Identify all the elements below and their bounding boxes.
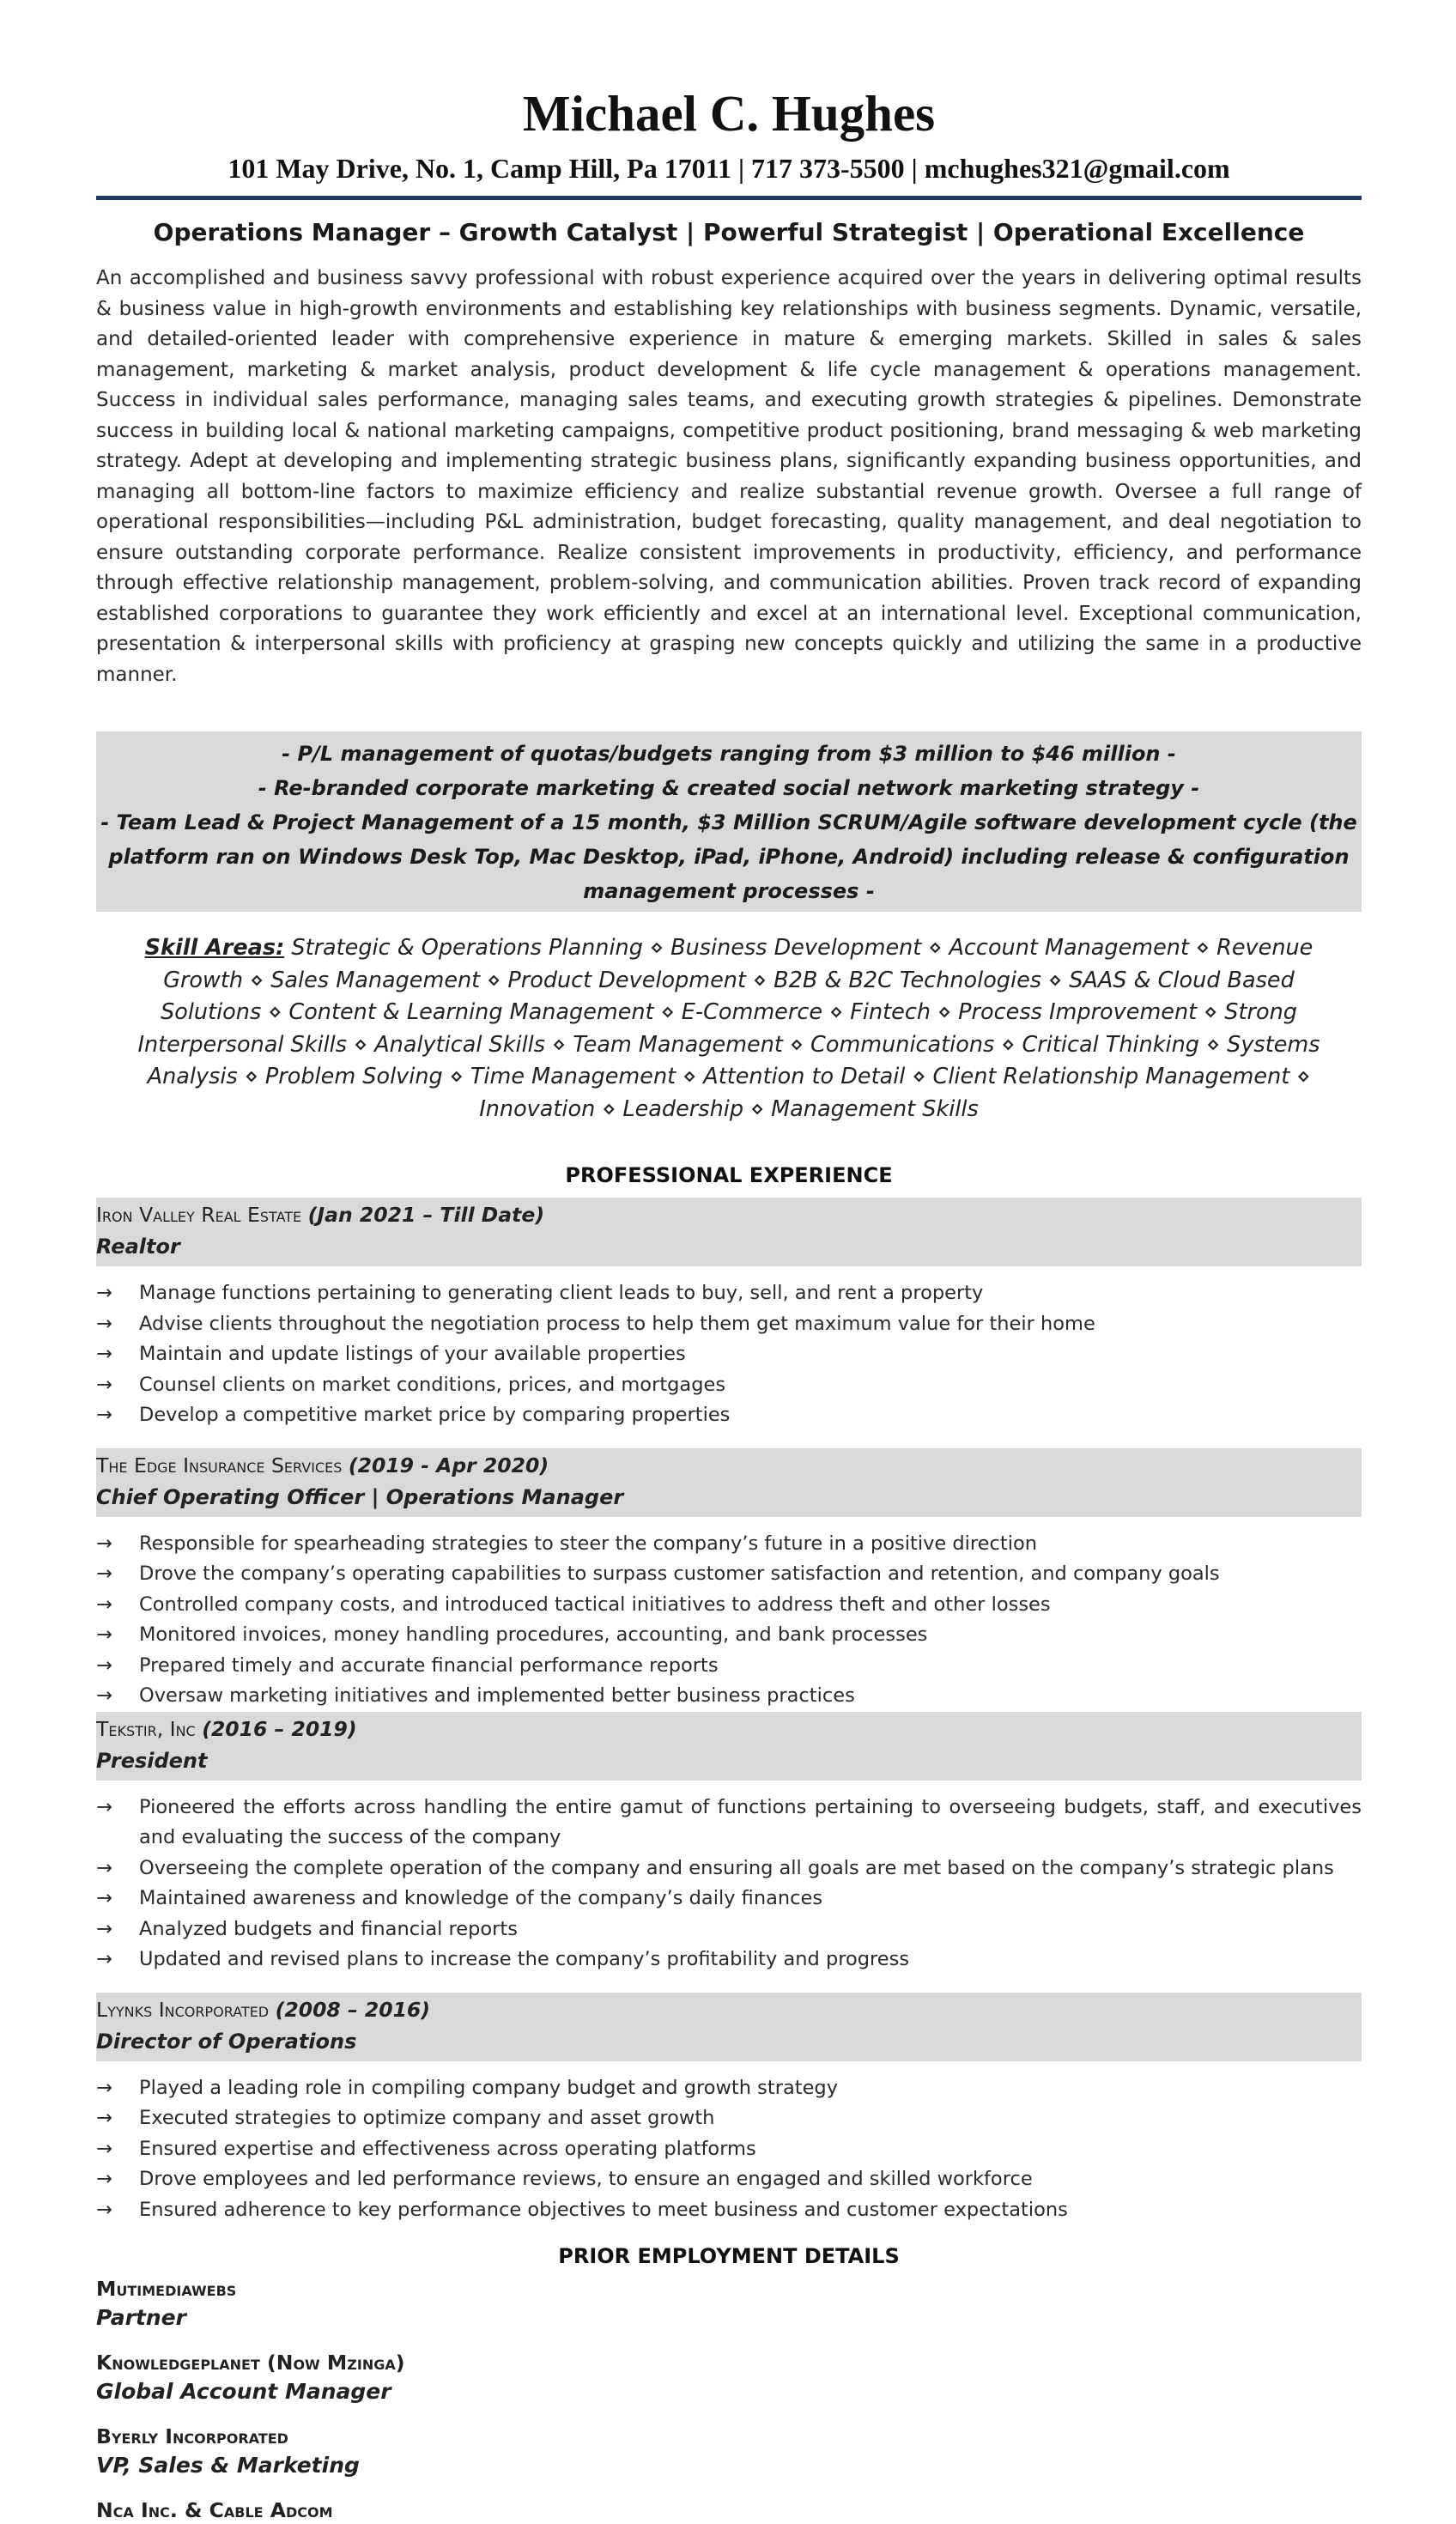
job-bullet: → Manage functions pertaining to generating client leads to buy, sell, and rent a property (96, 1278, 1362, 1309)
prior-employment-item (96, 2275, 1362, 2333)
job-dates: (Jan 2021 – Till Date) (307, 1203, 545, 1227)
arrow-icon: → (96, 2137, 112, 2160)
job-bullet: → Advise clients throughout the negotiation process to help them get maximum value for their home (96, 1309, 1362, 1340)
skill-areas (96, 932, 1362, 1125)
job-header (96, 1448, 1362, 1517)
job-header (96, 1712, 1362, 1781)
job-bullet: → Updated and revised plans to increase the company’s profitability and progress (96, 1945, 1362, 1975)
header-divider (96, 196, 1362, 200)
job-dates: (2019 - Apr 2020) (348, 1453, 549, 1477)
arrow-icon: → (96, 1917, 112, 1940)
job-bullet: → Maintain and update listings of your available properties (96, 1339, 1362, 1370)
prior-employment-item (96, 2349, 1362, 2407)
job-entry (96, 1448, 1362, 1712)
prior-employment-item (96, 2423, 1362, 2481)
arrow-icon: → (96, 1887, 112, 1909)
job-bullet: → Counsel clients on market conditions, prices, and mortgages (96, 1370, 1362, 1401)
job-bullet: → Overseeing the complete operation of the company and ensuring all goals are met based on the company’s strategic plans (96, 1854, 1362, 1884)
experience-section-title: PROFESSIONAL EXPERIENCE (565, 1163, 893, 1187)
prior-role: Partner (96, 2305, 186, 2330)
job-bullet: → Oversaw marketing initiatives and implemented better business practices (96, 1681, 1362, 1712)
arrow-icon: → (96, 1856, 112, 1879)
job-bullets (96, 2073, 1362, 2226)
arrow-icon: → (96, 1653, 112, 1677)
job-entry (96, 1712, 1362, 1975)
arrow-icon: → (96, 2107, 112, 2129)
job-bullet: → Monitored invoices, money handling procedures, accounting, and bank processes (96, 1620, 1362, 1651)
arrow-icon: → (96, 1623, 112, 1646)
job-dates: (2008 – 2016) (275, 1997, 431, 2022)
skill-areas-list: Strategic & Operations Planning ⋄ Business Development ⋄ Account Management ⋄ Revenue Growth ⋄ Sales Management ⋄ Product Development ⋄ B2B & B2C Technologies ⋄ SAAS & Cloud Based Solutions ⋄ Content & Learning Management ⋄ E-Commerce ⋄ Fintech ⋄ Process Improvement ⋄ Strong Interpersonal Skills ⋄ Analytical Skills ⋄ Team Management ⋄ Communications ⋄ Critical Thinking ⋄ Systems Analysis ⋄ Problem Solving ⋄ Time Management ⋄ Attention to Detail ⋄ Client Relationship Management ⋄ Innovation ⋄ Leadership ⋄ Management Skills (137, 935, 1320, 1122)
job-bullet: → Develop a competitive market price by comparing properties (96, 1400, 1362, 1431)
job-bullet: → Controlled company costs, and introduced tactical initiatives to address theft and other losses (96, 1590, 1362, 1621)
arrow-icon: → (96, 1404, 112, 1426)
arrow-icon: → (96, 2168, 112, 2190)
resume-page (96, 82, 1362, 2524)
experience-list (96, 1198, 1362, 2225)
arrow-icon: → (96, 1373, 112, 1396)
job-bullets (96, 1529, 1362, 1712)
job-entry (96, 1198, 1362, 1431)
job-bullet: → Executed strategies to optimize company and asset growth (96, 2103, 1362, 2134)
arrow-icon: → (96, 2076, 112, 2099)
job-entry (96, 1993, 1362, 2226)
highlight-item: - Re-branded corporate marketing & created social network marketing strategy - (258, 776, 1200, 800)
arrow-icon: → (96, 1312, 112, 1335)
job-header (96, 1198, 1362, 1266)
arrow-icon: → (96, 1593, 112, 1616)
job-bullet: → Responsible for spearheading strategies to steer the company’s future in a positive direction (96, 1529, 1362, 1560)
arrow-icon: → (96, 1282, 112, 1304)
job-bullet: → Ensured expertise and effectiveness across operating platforms (96, 2134, 1362, 2165)
job-bullet: → Prepared timely and accurate financial performance reports (96, 1651, 1362, 1682)
prior-role: Global Account Manager (96, 2379, 391, 2404)
arrow-icon: → (96, 1684, 112, 1707)
job-company: Tekstir, Inc (96, 1716, 196, 1741)
profile-summary: An accomplished and business savvy professional with robust experience acquired over the years in delivering optimal results & business value in high-growth environments and establishing key relationships with business segments. Dynamic, versatile, and detailed-oriented leader with comprehensive experience in mature & emerging markets. Skilled in sales & sales management, marketing & market analysis, product development & life cycle management & operations management. Success in individual sales performance, managing sales teams, and executing growth strategies & pipelines. Demonstrate success in building local & national marketing campaigns, competitive product positioning, brand messaging & web marketing strategy. Adept at developing and implementing strategic business plans, significantly expanding business opportunities, and managing all bottom-line factors to maximize efficiency and realize substantial revenue growth. Oversee a full range of operational responsibilities—including P&L administration, budget forecasting, quality management, and deal negotiation to ensure outstanding corporate performance. Realize consistent improvements in productivity, efficiency, and performance through effective relationship management, problem-solving, and communication abilities. Proven track record of expanding established corporations to guarantee they work efficiently and excel at an international level. Exceptional communication, presentation & interpersonal skills with proficiency at grasping new concepts quickly and utilizing the same in a productive manner. (96, 267, 1362, 686)
job-company: Iron Valley Real Estate (96, 1203, 302, 1227)
job-bullets (96, 1278, 1362, 1431)
prior-employment-list (96, 2275, 1362, 2524)
prior-company: Mutimediawebs (96, 2277, 237, 2301)
prior-company: Byerly Incorporated (96, 2424, 288, 2448)
job-bullet: → Pioneered the efforts across handling the entire gamut of functions pertaining to overseeing budgets, staff, and executives and evaluating the success of the company (96, 1793, 1362, 1854)
job-dates: (2016 – 2019) (202, 1716, 357, 1741)
prior-role: VP, Sales & Marketing (96, 2453, 360, 2478)
skill-areas-label: Skill Areas: (144, 935, 285, 961)
highlight-item: - P/L management of quotas/budgets ranging from $3 million to $46 million - (282, 742, 1176, 766)
arrow-icon: → (96, 2198, 112, 2221)
professional-headline: Operations Manager – Growth Catalyst | Powerful Strategist | Operational Excellence (153, 218, 1305, 246)
arrow-icon: → (96, 1532, 112, 1555)
job-company: Lyynks Incorporated (96, 1997, 270, 2022)
job-bullets (96, 1793, 1362, 1975)
arrow-icon: → (96, 1343, 112, 1365)
candidate-name: Michael C. Hughes (522, 85, 936, 142)
job-bullet: → Drove employees and led performance reviews, to ensure an engaged and skilled workforce (96, 2164, 1362, 2195)
arrow-icon: → (96, 1562, 112, 1585)
job-role: Chief Operating Officer | Operations Manager (96, 1484, 624, 1509)
prior-employment-title: PRIOR EMPLOYMENT DETAILS (558, 2244, 900, 2268)
job-bullet: → Played a leading role in compiling company budget and growth strategy (96, 2073, 1362, 2104)
job-role: Director of Operations (96, 2029, 357, 2054)
career-highlights (96, 731, 1362, 912)
job-role: President (96, 1748, 208, 1773)
job-company: The Edge Insurance Services (96, 1453, 343, 1477)
job-bullet: → Analyzed budgets and financial reports (96, 1914, 1362, 1945)
contact-info: 101 May Drive, No. 1, Camp Hill, Pa 17011 | 717 373-5500 | mchughes321@gmail.com (228, 153, 1230, 184)
job-bullet: → Maintained awareness and knowledge of the company’s daily finances (96, 1884, 1362, 1914)
prior-company: Knowledgeplanet (Now Mzinga) (96, 2351, 405, 2375)
job-bullet: → Drove the company’s operating capabilities to surpass customer satisfaction and retention, and company goals (96, 1559, 1362, 1590)
job-header (96, 1993, 1362, 2061)
job-role: Realtor (96, 1235, 180, 1259)
prior-employment-item (96, 2497, 1362, 2524)
arrow-icon: → (96, 1795, 112, 1818)
arrow-icon: → (96, 1948, 112, 1970)
highlight-item: - Team Lead & Project Management of a 15 month, $3 Million SCRUM/Agile software development cycle (the platform ran on Windows Desk Top, Mac Desktop, iPad, iPhone, Android) including release & configuration management processes - (100, 810, 1357, 903)
job-bullet: → Ensured adherence to key performance objectives to meet business and customer expectations (96, 2195, 1362, 2226)
prior-company: Nca Inc. & Cable Adcom (96, 2498, 333, 2522)
